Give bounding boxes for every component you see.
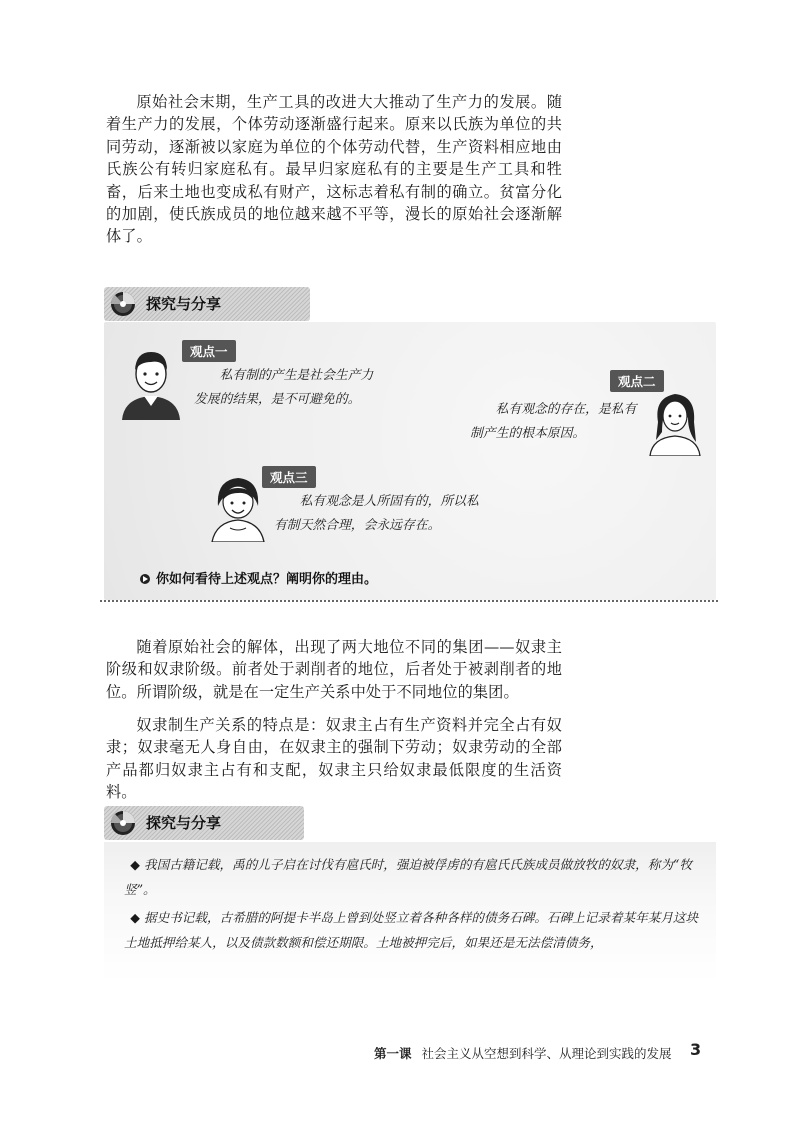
page-footer xyxy=(374,1044,672,1062)
section-header-explore-share-2 xyxy=(104,806,304,840)
view-label-3: 观点三 xyxy=(262,466,316,488)
page-number: 3 xyxy=(690,1040,702,1059)
view-text-3: 私有观念是人所固有的，所以私有制天然合理，会永远存在。 xyxy=(274,494,479,533)
explore-share-box-1 xyxy=(104,322,716,600)
boy-avatar-icon xyxy=(118,340,184,420)
girl-avatar-icon xyxy=(644,382,706,456)
view-text-2: 私有观念的存在，是私有制产生的根本原因。 xyxy=(470,402,637,441)
discussion-question xyxy=(140,568,377,587)
view-text-1: 私有制的产生是社会生产力发展的结果，是不可避免的。 xyxy=(194,368,374,407)
footer-title: 社会主义从空想到科学、从理论到实践的发展 xyxy=(421,1046,672,1061)
ancient-record-item: ◆ 我国古籍记载，禹的儿子启在讨伐有扈氏时，强迫被俘虏的有扈氏氏族成员做放牧的奴隶，称为“牧竖”。 xyxy=(124,857,692,897)
section-title: 探究与分享 xyxy=(146,295,222,313)
debt-stone-item: ◆ 据史书记载，古希腊的阿提卡半岛上曾到处竖立着各种各样的债务石碑。石碑上记录着某年某月这块土地抵押给某人，以及债款数额和偿还期限。土地被押完后，如果还是无法偿清债务， xyxy=(124,910,699,950)
view-label-2: 观点二 xyxy=(610,370,664,392)
dotted-divider xyxy=(100,600,718,602)
paragraph-slavery-relations: 奴隶制生产关系的特点是：奴隶主占有生产资料并完全占有奴隶；奴隶毫无人身自由，在奴隶主的强制下劳动；奴隶劳动的全部产品都归奴隶主占有和支配，奴隶主只给奴隶最低限度的生活资料。 xyxy=(106,716,562,802)
question-text: 你如何看待上述观点？阐明你的理由。 xyxy=(156,572,378,587)
play-arrow-icon xyxy=(140,574,150,584)
paragraph-classes: 随着原始社会的解体，出现了两大地位不同的集团——奴隶主阶级和奴隶阶级。前者处于剥削者的地位，后者处于被剥削者的地位。所谓阶级，就是在一定生产关系中处于不同地位的集团。 xyxy=(106,638,562,701)
girl-short-hair-avatar-icon xyxy=(208,466,268,542)
footer-course: 第一课 xyxy=(374,1046,412,1061)
disc-icon xyxy=(110,810,136,836)
paragraph-primitive-society: 原始社会末期，生产工具的改进大大推动了生产力的发展。随着生产力的发展，个体劳动逐渐盛行起来。原来以氏族为单位的共同劳动，逐渐被以家庭为单位的个体劳动代替，生产资料相应地由氏族公有转归家庭私有。最早归家庭私有的主要是生产工具和牲畜，后来土地也变成私有财产，这标志着私有制的确立。贫富分化的加剧，使氏族成员的地位越来越不平等，漫长的原始社会逐渐解体了。 xyxy=(106,93,562,246)
section-header-explore-share-1 xyxy=(104,287,310,321)
disc-icon xyxy=(110,291,136,317)
view-label-1: 观点一 xyxy=(182,340,236,362)
section-title: 探究与分享 xyxy=(146,814,222,832)
